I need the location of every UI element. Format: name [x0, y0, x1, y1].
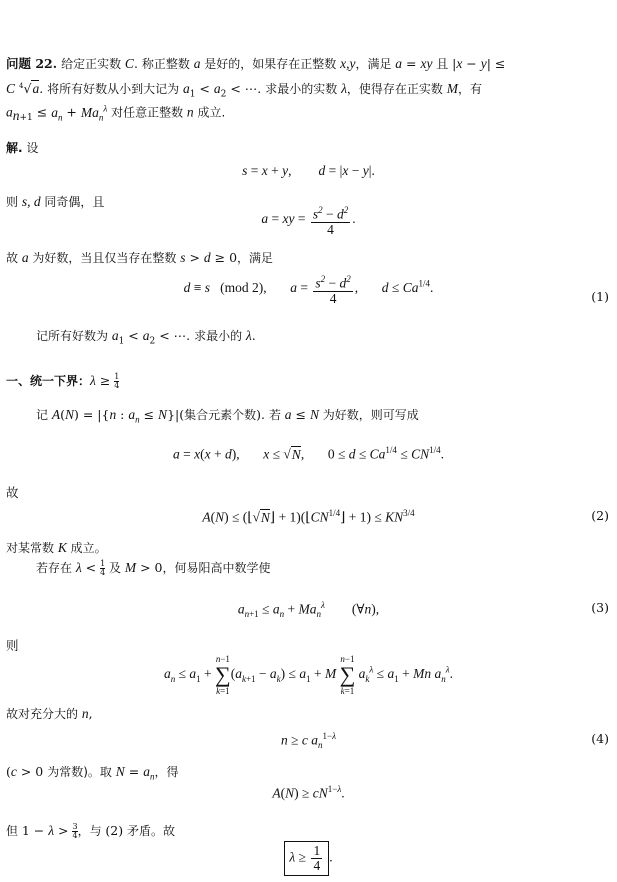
good-number-text: 故 a 为好数，当且仅当存在整数 s > d ≥ 0，满足 [6, 250, 274, 265]
equation-3: $a_{n+1} \le a_n + Ma_n^\lambda$ (∀n), [237, 600, 380, 620]
hence-text: 故 [6, 485, 19, 500]
then-text: 则 [6, 638, 19, 653]
problem-line-2: C $^4$√a. 将所有好数从小到大记为 $a_1 < a_2$ < ⋯. 求最小的实数 λ，使得存在正实数 M，有 [6, 81, 483, 100]
definition-text: 记 A(N) = |{n : $a_n \le N\}|$(集合元素个数). 若 a ≤ N 为好数，则可写成 [36, 407, 419, 425]
problem-line-3: $a_{n+1} \le a_n + Ma_n^\lambda$ 对任意正整数 n 成立. [6, 103, 226, 123]
problem-line-1: 问题 22. 给定正实数 C. 称正整数 a 是好的，如果存在正整数 x,y，满足 a = xy 且 |x − y| ≤ [6, 56, 506, 71]
recall-text: 记所有好数为 $a_1 < a_2$ < ⋯. 求最小的 λ. [36, 328, 256, 347]
equation-1: d ≡ s (mod 2), a = $\frac{s^2 - d^2}{4}$ , $d \le Ca^{1/4}$. [183, 274, 434, 306]
equation-number-2: (2) [591, 508, 609, 523]
constant-c-text: (c > 0 为常数)。取 $N = a_n$，得 [6, 764, 179, 782]
equation-s-d: s = x + y, d = |x − y|. [242, 163, 375, 178]
suppose-text: 若存在 λ < $\frac{1}{4}$ 及 M > 0，何易阳高中数学使 [36, 559, 271, 577]
section-heading: 一、统一下界：λ ≥ $\frac{1}{4}$ [6, 372, 120, 390]
equation-number-1: (1) [591, 289, 609, 304]
result-box: λ ≥ $\frac{1}{4}$ [284, 841, 329, 876]
parity-text: 则 s, d 同奇偶，且 [6, 194, 105, 209]
equation-2: A(N) ≤ (⌊√N⌋ + $1)(⌊CN^{1/4}⌋ + 1) \le KN^{3/4}$ [202, 508, 415, 525]
solution-heading: 解. 设 [6, 141, 39, 155]
boxed-result: λ ≥ $\frac{1}{4}$ . [0, 841, 617, 876]
constant-k-text: 对某常数 K 成立。 [6, 540, 107, 555]
problem-label: 问题 22. [6, 56, 58, 71]
equation-4: n ≥ c $a_n^{1-\lambda}$ [280, 731, 337, 751]
equation-A-N: $A(N) \ge cN^{1-\lambda}$. [272, 784, 345, 801]
contradiction-text: 但 1 − λ > $\frac{3}{4}$ ，与 (2) 矛盾。故 [6, 822, 175, 840]
equation-a-xy: a = xy = $\frac{s^2 - d^2}{4}$ . [261, 205, 356, 237]
equation-write: a = x(x + d), x ≤ √N, $0 \le d \le Ca^{1/4} \le CN^{1/4}$. [172, 445, 445, 462]
equation-number-3: (3) [591, 600, 609, 615]
equation-number-4: (4) [591, 731, 609, 746]
equation-sum: $a_n \le a_1$ + n−1 ∑ k=1 $(a_{k+1} - a_k) \le a_1 + M$ n−1 ∑ k=1 $a_k^\lambda \le a_1 + Mn$ $a_n^\lambda$. [163, 654, 453, 696]
large-n-text: 故对充分大的 n, [6, 706, 93, 721]
